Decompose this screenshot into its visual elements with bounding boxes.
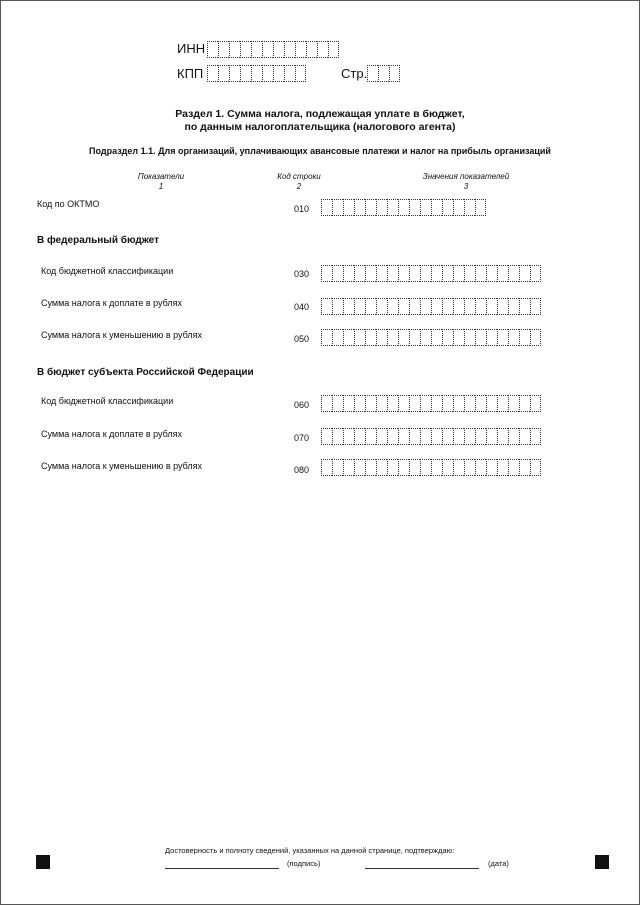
page-number-field[interactable] (367, 65, 400, 82)
kbk-regional-field[interactable] (321, 395, 541, 412)
column-header-values: Значения показателей 3 (422, 172, 510, 191)
row-label-kbk-federal: Код бюджетной классификации (41, 266, 174, 276)
row-code-010: 010 (294, 204, 310, 214)
row-label-kbk-regional: Код бюджетной классификации (41, 396, 174, 406)
date-caption: (дата) (488, 859, 509, 868)
section-title-line1: Раздел 1. Сумма налога, подлежащая уплате в бюджет, (175, 108, 465, 120)
kpp-label: КПП (177, 66, 204, 81)
row-label-tax-payable-federal: Сумма налога к доплате в рублях (41, 298, 183, 308)
column-header-indicators: Показатели 1 (137, 172, 185, 191)
corner-marker-right (595, 855, 609, 869)
tax-decrease-federal-field[interactable] (321, 329, 541, 346)
tax-payable-regional-field[interactable] (321, 428, 541, 445)
row-label-tax-decrease-federal: Сумма налога к уменьшению в рублях (41, 330, 203, 340)
row-code-070: 070 (294, 433, 310, 443)
signature-line[interactable] (165, 868, 279, 869)
row-code-040: 040 (294, 302, 310, 312)
signature-caption: (подпись) (287, 859, 321, 868)
date-line[interactable] (365, 868, 479, 869)
row-code-080: 080 (294, 465, 310, 475)
inn-field[interactable] (207, 41, 339, 58)
federal-budget-heading: В федеральный бюджет (37, 235, 159, 246)
row-label-tax-payable-regional: Сумма налога к доплате в рублях (41, 429, 183, 439)
kbk-federal-field[interactable] (321, 265, 541, 282)
tax-decrease-regional-field[interactable] (321, 459, 541, 476)
row-code-050: 050 (294, 334, 310, 344)
row-label-oktmo: Код по ОКТМО (37, 199, 100, 209)
confirmation-text: Достоверность и полноту сведений, указанных на данной странице, подтверждаю: (165, 846, 455, 855)
oktmo-field[interactable] (321, 199, 486, 216)
section-title-line2: по данным налогоплательщика (налогового агента) (184, 121, 456, 133)
inn-label: ИНН (177, 41, 206, 56)
row-code-060: 060 (294, 400, 310, 410)
page-number-label: Стр. (341, 66, 368, 81)
column-header-line-code: Код строки 2 (277, 172, 321, 191)
corner-marker-left (36, 855, 50, 869)
subsection-title: Подраздел 1.1. Для организаций, уплачивающих авансовые платежи и налог на прибыль организаций (89, 146, 551, 156)
regional-budget-heading: В бюджет субъекта Российской Федерации (37, 367, 254, 378)
row-code-030: 030 (294, 269, 310, 279)
tax-payable-federal-field[interactable] (321, 298, 541, 315)
kpp-field[interactable] (207, 65, 306, 82)
row-label-tax-decrease-regional: Сумма налога к уменьшению в рублях (41, 461, 203, 471)
